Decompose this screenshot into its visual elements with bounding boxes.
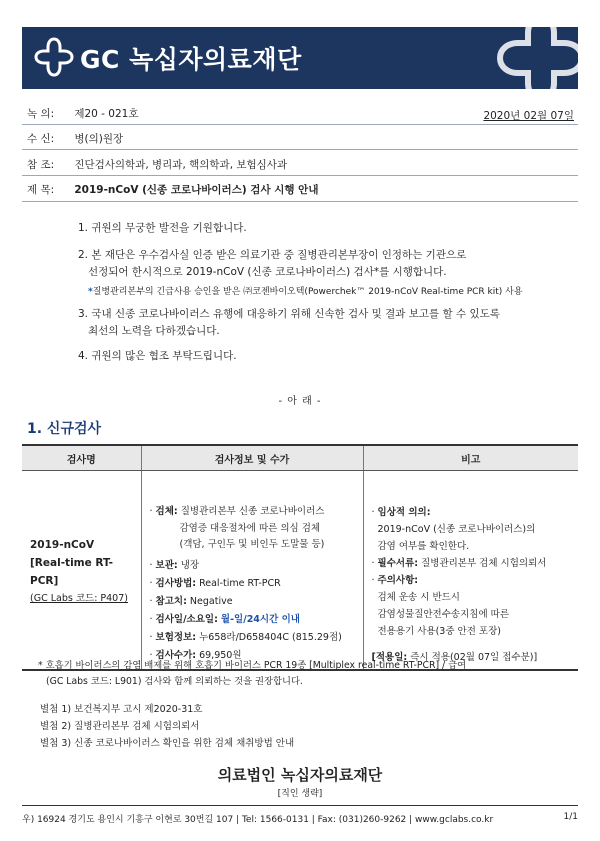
divider: [22, 201, 578, 202]
header-banner: [22, 27, 578, 89]
footer-address: 우) 16924 경기도 용인시 기흥구 이현로 30번길 107 | Tel: 1566-0131 | Fax: (031)260-9262 | www.gclabs.co.kr: [22, 815, 494, 825]
organization-name: 의료법인 녹십자의료재단: [217, 766, 383, 784]
caution-line-3: 전용용기 사용(3중 안전 포장): [377, 626, 501, 637]
test-info-table: [22, 444, 578, 671]
attachment-2: 별첨 2) 질병관리본부 검체 시험의뢰서: [40, 721, 200, 732]
subject-row: [27, 182, 318, 197]
section-title: 1. 신규검사: [27, 421, 102, 437]
footer: [22, 812, 578, 825]
divider: [22, 149, 578, 150]
reference-label: 참 조:: [27, 159, 55, 171]
fee-line: · 검사수가: 69,950원: [149, 650, 242, 661]
apply-date-line: [적용일: 즉시 적용(02월 07일 접수분)]: [371, 652, 538, 663]
clinical-line-2: 감염 여부를 확인한다.: [377, 541, 470, 552]
test-code: (GC Labs 코드: P407): [30, 593, 128, 604]
recipient: 병(의)원장: [74, 133, 124, 145]
paragraph-4: 4. 귀원의 많은 협조 부탁드립니다.: [78, 350, 237, 362]
attachment-3: 별첨 3) 신종 코로나바이러스 확인을 위한 검체 채취방법 안내: [40, 738, 295, 749]
reference: 진단검사의학과, 병리과, 핵의학과, 보험심사과: [74, 159, 288, 171]
header-test-name: 검사명: [22, 445, 141, 471]
method-line: · 검사방법: Real-time RT-PCR: [149, 578, 281, 589]
schedule-line: · 검사일/소요일: 월-일/24시간 이내: [149, 614, 300, 625]
specimen-line-1: · 검체: 질병관리본부 신종 코로나바이러스: [149, 506, 325, 517]
header-remarks: 비고: [363, 445, 578, 471]
below-mark: - 아 래 -: [278, 396, 322, 407]
recipient-row: [27, 131, 123, 146]
footnote-line-1: * 호흡기 바이러스의 감염 배제를 위해 호흡기 바이러스 PCR 19종 [Multiplex real-time RT-PCR] / 급여: [38, 660, 467, 671]
divider: [22, 175, 578, 176]
clinical-line-1: 2019-nCoV (신종 코로나바이러스)의: [377, 524, 536, 535]
test-name-line-1: 2019-nCoV: [30, 539, 95, 551]
note-asterisk: *: [88, 287, 93, 297]
test-name-line-2: [Real-time RT-PCR]: [30, 557, 113, 587]
specimen-line-3: (객담, 구인두 및 비인두 도말물 등): [179, 539, 325, 550]
caution-line-1: 검체 운송 시 반드시: [377, 592, 460, 603]
subject-label: 제 목:: [27, 184, 55, 196]
paragraph-2-line-1: 2. 본 재단은 우수검사실 인증 받은 의료기관 중 질병관리본부장이 인정하는 기관으로: [78, 249, 467, 261]
page-number: 1/1: [563, 812, 578, 822]
note-text: 질병관리본부의 긴급사용 승인을 받은 ㈜코젠바이오텍(Powerchek™ 2019-nCoV Real-time PCR kit) 사용: [92, 287, 523, 297]
caution-label-line: · 주의사항:: [371, 575, 419, 586]
reference-row: [27, 157, 287, 172]
doc-number-label: 녹 의:: [27, 108, 55, 120]
recipient-label: 수 신:: [27, 133, 55, 145]
clinical-label-line: · 임상적 의의:: [371, 507, 431, 518]
paragraph-2-line-2: 선정되어 한시적으로 2019-nCoV (신종 코로나바이러스) 검사*를 시행합니다.: [88, 266, 447, 278]
storage-line: · 보관: 냉장: [149, 560, 200, 571]
required-doc-line: · 필수서류: 질병관리본부 검체 시험의뢰서: [371, 558, 547, 569]
remarks-cell: [363, 471, 578, 671]
footer-divider: [22, 805, 578, 806]
decorative-cross-icon: [496, 27, 578, 89]
subject: 2019-nCoV (신종 코로나바이러스) 검사 시행 안내: [74, 184, 319, 196]
paragraph-1: 1. 귀원의 무궁한 발전을 기원합니다.: [78, 222, 247, 234]
doc-number-row: [27, 106, 139, 121]
table-row: [22, 471, 578, 671]
header-test-info: 검사정보 및 수가: [141, 445, 363, 471]
logo-text: GC 녹십자의료재단: [80, 45, 302, 74]
gc-cross-logo-icon: [34, 37, 74, 77]
test-info-cell: [141, 471, 363, 671]
caution-line-2: 감염성물질안전수송지침에 따른: [377, 609, 509, 620]
paragraph-3-line-1: 3. 국내 신종 코로나바이러스 유행에 대응하기 위해 신속한 검사 및 결과 보고를 할 수 있도록: [78, 308, 500, 320]
table-header-row: [22, 445, 578, 471]
insurance-line: · 보험정보: 누658라/D658404C (815.29점): [149, 632, 342, 643]
paragraph-3-line-2: 최선의 노력을 다하겠습니다.: [88, 325, 220, 337]
specimen-line-2: 감염증 대응절차에 따른 의심 검체: [179, 523, 321, 534]
test-name-cell: [22, 471, 141, 671]
footnote-line-2: (GC Labs 코드: L901) 검사와 함께 의뢰하는 것을 권장합니다.: [46, 676, 303, 687]
attachment-1: 별첨 1) 보건복지부 고시 제2020-31호: [40, 704, 203, 715]
doc-date: 2020년 02월 07일: [483, 110, 574, 122]
reference-value-line: · 참고치: Negative: [149, 596, 233, 607]
kit-note: [88, 284, 523, 297]
seal-omitted: [직인 생략]: [277, 789, 323, 799]
divider: [22, 124, 578, 125]
doc-number: 제20 - 021호: [74, 108, 139, 120]
